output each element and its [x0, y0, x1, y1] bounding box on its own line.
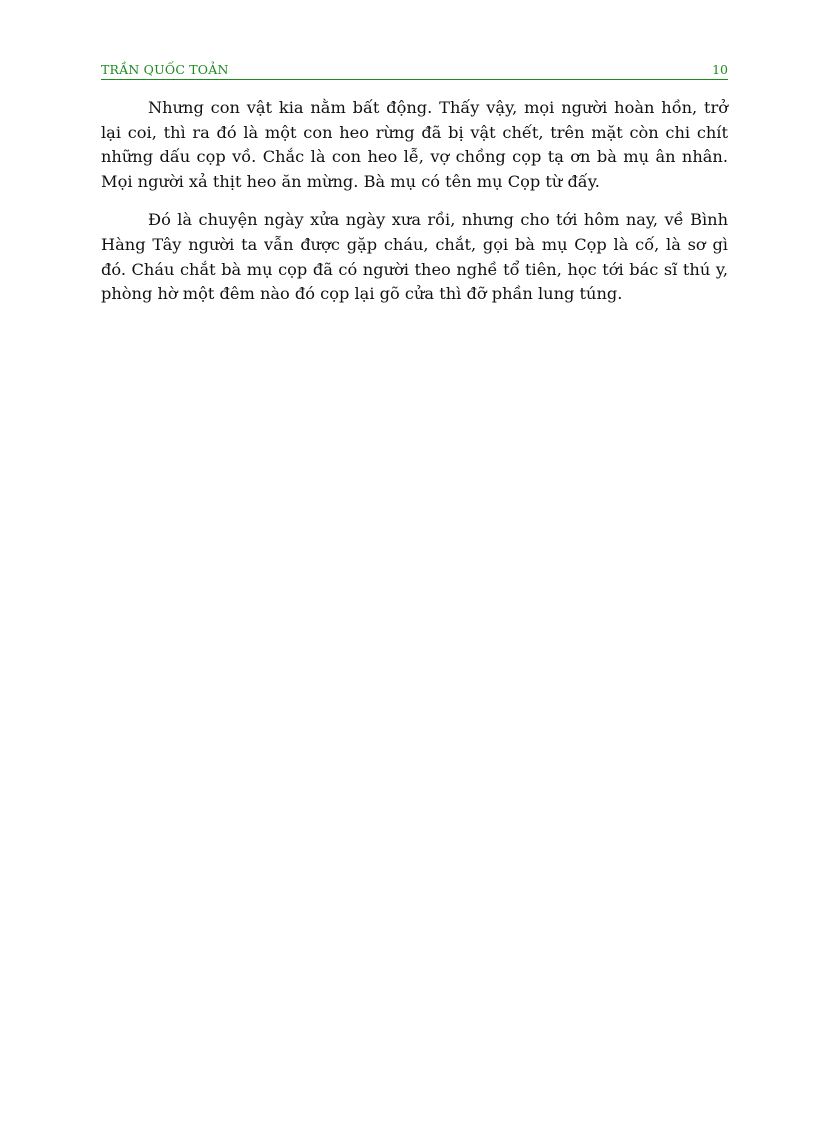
paragraph: Nhưng con vật kia nằm bất động. Thấy vậy, mọi người hoàn hồn, trở lại coi, thì ra đó là một con heo rừng đã bị vật chết, trên mặt còn chi chít những dấu cọp vồ. Chắc là con heo lễ, vợ chồng cọp tạ ơn bà mụ ân nhân. Mọi người xả thịt heo ăn mừng. Bà mụ có tên mụ Cọp từ đấy. [101, 98, 728, 191]
body-text [101, 96, 728, 321]
paragraph: Đó là chuyện ngày xửa ngày xưa rồi, nhưng cho tới hôm nay, về Bình Hàng Tây người ta vẫn được gặp cháu, chắt, gọi bà mụ Cọp là cố, là sơ gì đó. Cháu chắt bà mụ cọp đã có người theo nghề tổ tiên, học tới bác sĩ thú y, phòng hờ một đêm nào đó cọp lại gõ cửa thì đỡ phần lung túng. [101, 210, 728, 304]
page-number: 10 [712, 62, 728, 77]
header-author: TRẦN QUỐC TOẢN [101, 62, 229, 77]
running-header [101, 61, 728, 80]
